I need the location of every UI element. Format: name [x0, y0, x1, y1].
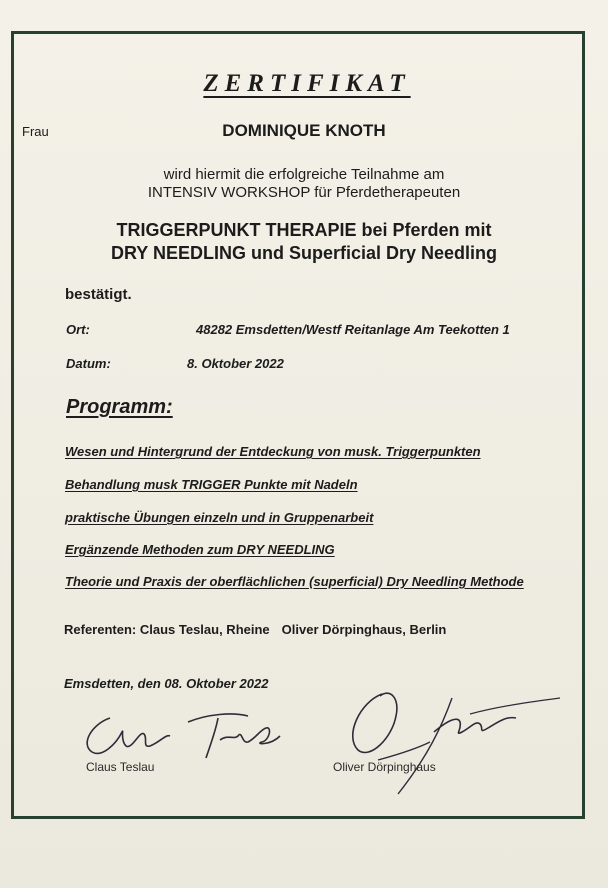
course-line-2: DRY NEEDLING und Superficial Dry Needling: [110, 243, 498, 263]
location-value: 48282 Emsdetten/Westf Reitanlage Am Teekotten 1: [196, 322, 510, 337]
program-item: Theorie und Praxis der oberflächlichen (superficial) Dry Needling Methode: [65, 574, 524, 589]
referent-2: Oliver Dörpinghaus, Berlin: [281, 622, 447, 637]
course-title: [0, 219, 608, 265]
program-item: Ergänzende Methoden zum DRY NEEDLING: [65, 542, 335, 557]
program-item: Behandlung musk TRIGGER Punkte mit Nadeln: [65, 477, 358, 492]
certificate-title: ZERTIFIKAT: [203, 70, 411, 97]
confirmation-text: bestätigt.: [65, 286, 132, 303]
intro-text: [0, 166, 608, 202]
signer-2-name: Oliver Dörpinghaus: [333, 760, 436, 774]
intro-line-2: INTENSIV WORKSHOP für Pferdetherapeuten: [147, 184, 461, 201]
program-heading: Programm:: [66, 396, 173, 418]
location-label: Ort:: [66, 322, 90, 337]
intro-line-1: wird hiermit die erfolgreiche Teilnahme am: [163, 166, 445, 183]
date-label: Datum:: [66, 356, 111, 371]
place-and-date: Emsdetten, den 08. Oktober 2022: [64, 676, 269, 691]
date-value: 8. Oktober 2022: [187, 356, 284, 371]
signer-1-name: Claus Teslau: [86, 760, 155, 774]
referents: [64, 622, 446, 637]
recipient-name: DOMINIQUE KNOTH: [222, 121, 386, 140]
salutation: Frau: [22, 124, 49, 139]
referent-1: Referenten: Claus Teslau, Rheine: [64, 622, 270, 637]
course-line-1: TRIGGERPUNKT THERAPIE bei Pferden mit: [116, 220, 492, 240]
program-item: praktische Übungen einzeln und in Gruppenarbeit: [65, 510, 374, 525]
signature-2-graphic: [330, 676, 570, 796]
program-item: Wesen und Hintergrund der Entdeckung von musk. Triggerpunkten: [65, 444, 481, 459]
